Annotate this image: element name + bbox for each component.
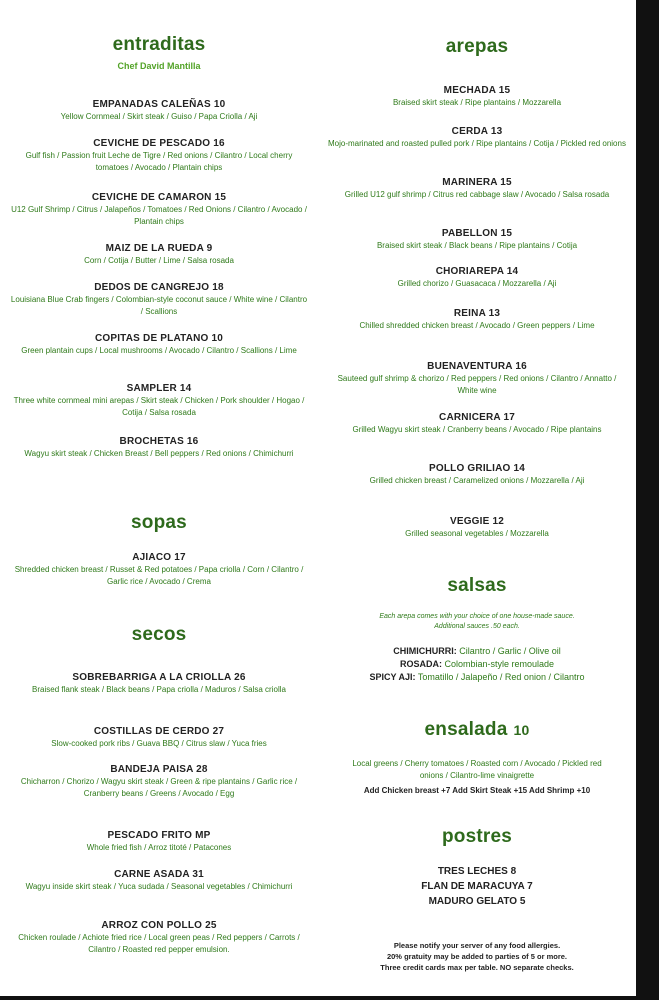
item-name: CEVICHE DE CAMARON 15 — [91, 192, 227, 203]
menu-item — [0, 333, 318, 357]
menu-item — [0, 552, 318, 588]
menu-item — [0, 99, 318, 123]
item-name: PABELLON 15 — [441, 228, 513, 239]
menu-item — [0, 383, 318, 419]
item-name: EMPANADAS CALEÑAS 10 — [92, 99, 226, 110]
item-description: Braised skirt steak / Black beans / Ripe plantains / Cotija — [376, 241, 578, 250]
menu-item — [318, 463, 636, 487]
section-title-sopas: sopas — [131, 512, 187, 533]
salsas-note — [318, 612, 636, 632]
sauce-name: CHIMICHURRI: — [393, 646, 457, 656]
menu-item — [318, 177, 636, 201]
menu-item — [0, 282, 318, 318]
item-description: Grilled seasonal vegetables / Mozzarella — [405, 529, 549, 538]
item-description: Whole fried fish / Arroz titoté / Patacones — [86, 843, 232, 852]
menu-item — [318, 266, 636, 290]
item-name: SOBREBARRIGA A LA CRIOLLA 26 — [72, 672, 246, 683]
ensalada-title: ensalada — [424, 719, 508, 740]
item-name: COPITAS DE PLATANO 10 — [94, 333, 224, 344]
footer-line: Please notify your server of any food allergies. — [393, 941, 561, 950]
menu-item — [0, 436, 318, 460]
item-description: Wagyu skirt steak / Chicken Breast / Bell peppers / Red onions / Chimichurri — [24, 449, 294, 458]
menu-item — [0, 243, 318, 267]
sauce-list — [318, 645, 636, 684]
item-description: Slow-cooked pork ribs / Guava BBQ / Citrus slaw / Yuca fries — [51, 739, 267, 748]
section-title-entraditas: entraditas — [112, 34, 206, 55]
ensalada-description: Local greens / Cherry tomatoes / Roasted corn / Avocado / Pickled red onions / Cilantro-lime vinaigrette — [352, 759, 602, 780]
menu-item — [318, 85, 636, 109]
sauce-name: SPICY AJI: — [369, 672, 416, 682]
menu-item — [0, 138, 318, 174]
item-description: Braised flank steak / Black beans / Papa criolla / Maduros / Salsa criolla — [32, 685, 286, 694]
item-name: CHORIAREPA 14 — [435, 266, 519, 277]
menu-item — [318, 228, 636, 252]
postre-item: MADURO GELATO 5 — [428, 896, 526, 907]
item-description: Chicharron / Chorizo / Wagyu skirt steak / Green & ripe plantains / Garlic rice / Cranberry beans / Greens / Avocado / Egg — [20, 777, 298, 798]
item-name: VEGGIE 12 — [449, 516, 505, 527]
item-name: MARINERA 15 — [442, 177, 512, 188]
item-description: Grilled U12 gulf shrimp / Citrus red cabbage slaw / Avocado / Salsa rosada — [344, 190, 610, 199]
item-description: Yellow Cornmeal / Skirt steak / Guiso / Papa Criolla / Aji — [60, 112, 258, 121]
section-title-secos: secos — [131, 624, 187, 645]
menu-item — [318, 516, 636, 540]
menu-item — [0, 920, 318, 956]
item-description: Grilled chorizo / Guasacaca / Mozzarella / Aji — [397, 279, 557, 288]
item-description: U12 Gulf Shrimp / Citrus / Jalapeños / Tomatoes / Red Onions / Cilantro / Avocado / Plantain chips — [11, 205, 307, 226]
item-description: Braised skirt steak / Ripe plantains / Mozzarella — [392, 98, 562, 107]
item-name: BANDEJA PAISA 28 — [110, 764, 208, 775]
item-description: Chilled shredded chicken breast / Avocado / Green peppers / Lime — [359, 321, 595, 330]
item-name: CARNICERA 17 — [439, 412, 515, 423]
menu-item — [0, 869, 318, 893]
item-name: MECHADA 15 — [443, 85, 511, 96]
item-name: ARROZ CON POLLO 25 — [101, 920, 217, 931]
item-name: DEDOS DE CANGREJO 18 — [94, 282, 224, 293]
sauce-description: Tomatillo / Jalapeño / Red onion / Cilantro — [417, 672, 585, 682]
item-name: BROCHETAS 16 — [119, 436, 199, 447]
sauce-item — [318, 658, 636, 671]
ensalada-addons: Add Chicken breast +7 Add Skirt Steak +15 Add Shrimp +10 — [363, 786, 591, 795]
item-name: MAIZ DE LA RUEDA 9 — [105, 243, 213, 254]
item-description: Three white cornmeal mini arepas / Skirt steak / Chicken / Pork shoulder / Hogao / Cotija / Salsa rosada — [13, 396, 305, 417]
footer-line: 20% gratuity may be added to parties of 5 or more. — [386, 952, 568, 961]
postres-list — [318, 864, 636, 909]
item-name: PESCADO FRITO MP — [107, 830, 211, 841]
item-name: POLLO GRILIAO 14 — [429, 463, 525, 474]
menu-item — [0, 192, 318, 228]
item-description: Chicken roulade / Achiote fried rice / Local green peas / Red peppers / Carrots / Cilantro / Roasted red pepper emulsion. — [18, 933, 300, 954]
sauce-item — [318, 671, 636, 684]
section-title-salsas: salsas — [447, 575, 507, 596]
item-name: COSTILLAS DE CERDO 27 — [93, 726, 225, 737]
item-description: Wagyu inside skirt steak / Yuca sudada / Seasonal vegetables / Chimichurri — [25, 882, 293, 891]
page-border-bottom — [0, 996, 659, 1000]
section-title-ensalada — [318, 719, 636, 741]
item-name: REINA 13 — [453, 308, 501, 319]
salsas-note-line-1: Each arepa comes with your choice of one house-made sauce. — [379, 613, 575, 620]
menu-item — [318, 412, 636, 436]
item-description: Shredded chicken breast / Russet & Red potatoes / Papa criolla / Corn / Cilantro / Garlic rice / Avocado / Crema — [14, 565, 304, 586]
item-name: CEVICHE DE PESCADO 16 — [93, 138, 225, 149]
menu-item — [0, 764, 318, 800]
item-description: Corn / Cotija / Butter / Lime / Salsa rosada — [84, 256, 234, 265]
item-description: Gulf fish / Passion fruit Leche de Tigre / Red onions / Cilantro / Local cherry tomatoes / Avocado / Plantain chips — [25, 151, 293, 172]
menu-item — [0, 672, 318, 696]
item-description: Green plantain cups / Local mushrooms / Avocado / Cilantro / Scallions / Lime — [21, 346, 297, 355]
footer-notice — [318, 940, 636, 973]
item-name: CERDA 13 — [451, 126, 503, 137]
ensalada-price: 10 — [513, 722, 530, 738]
item-description: Mojo-marinated and roasted pulled pork / Ripe plantains / Cotija / Pickled red onions — [328, 139, 626, 148]
item-description: Sauteed gulf shrimp & chorizo / Red peppers / Red onions / Cilantro / Annatto / White wine — [337, 374, 617, 395]
item-description: Grilled chicken breast / Caramelized onions / Mozzarella / Aji — [369, 476, 585, 485]
item-name: BUENAVENTURA 16 — [427, 361, 527, 372]
sauce-description: Colombian-style remoulade — [444, 659, 555, 669]
item-description: Grilled Wagyu skirt steak / Cranberry beans / Avocado / Ripe plantains — [352, 425, 602, 434]
item-name: CARNE ASADA 31 — [114, 869, 204, 880]
menu-item — [0, 726, 318, 750]
menu-item — [0, 830, 318, 854]
menu-item — [318, 126, 636, 150]
sauce-item — [318, 645, 636, 658]
menu-item — [318, 308, 636, 332]
postre-item: FLAN DE MARACUYA 7 — [421, 881, 533, 892]
item-description: Louisiana Blue Crab fingers / Colombian-style coconut sauce / White wine / Cilantro / Scallions — [10, 295, 308, 316]
postre-item: TRES LECHES 8 — [437, 866, 517, 877]
salsas-note-line-2: Additional sauces .50 each. — [434, 623, 520, 630]
section-title-postres: postres — [441, 826, 513, 847]
section-title-arepas: arepas — [445, 36, 509, 57]
page-border-right — [636, 0, 659, 1000]
menu-item — [318, 361, 636, 397]
sauce-name: ROSADA: — [399, 659, 442, 669]
chef-name: Chef David Mantilla — [117, 61, 201, 71]
sauce-description: Cilantro / Garlic / Olive oil — [459, 646, 561, 656]
footer-line: Three credit cards max per table. NO separate checks. — [380, 963, 574, 972]
item-name: AJIACO 17 — [132, 552, 186, 563]
item-name: SAMPLER 14 — [126, 383, 192, 394]
